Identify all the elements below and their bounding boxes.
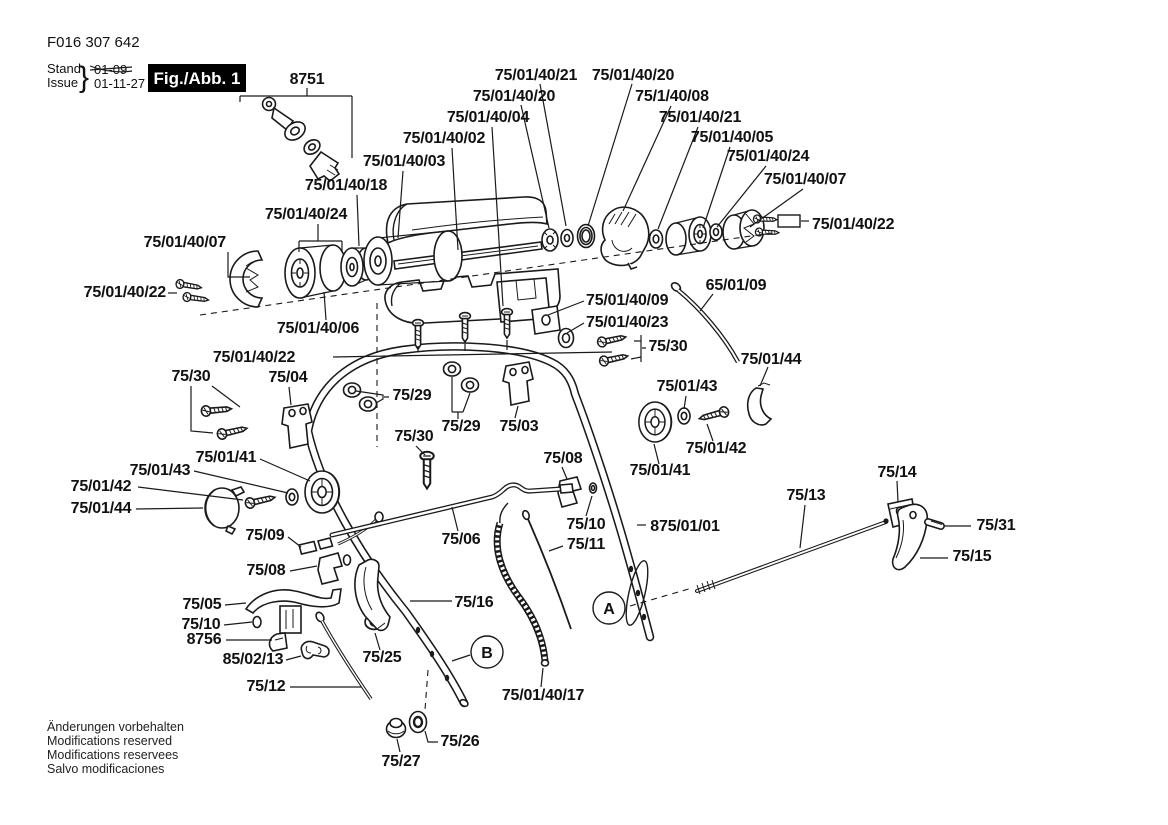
part-label: 85/02/13 <box>222 651 284 668</box>
nut-pair-left-75-29 <box>344 383 377 411</box>
part-label: 65/01/09 <box>705 277 767 294</box>
part-label: 75/01/40/23 <box>586 314 669 331</box>
figure-badge-text: Fig./Abb. 1 <box>153 69 241 88</box>
view-marker-b <box>471 636 503 668</box>
part-label: 75/01/41 <box>629 462 691 479</box>
tube-hole <box>642 614 646 620</box>
part-label: 75/29 <box>441 418 481 435</box>
roller-cover-part <box>387 197 547 243</box>
part-label: 75/01/40/07 <box>143 234 226 251</box>
screw-75-30-center <box>420 452 434 489</box>
roller-75-01-41-left <box>305 471 340 513</box>
part-label: 75/01/42 <box>685 440 747 457</box>
part-label: 75/01/44 <box>740 351 802 368</box>
washer-row-part <box>542 225 595 252</box>
part-label: 75/01/40/09 <box>586 292 669 309</box>
part-label: 75/10 <box>566 516 606 533</box>
part-label: 75/01/40/06 <box>276 320 360 337</box>
screw-pair-75-30-left <box>201 404 248 441</box>
clamp-75-03-part <box>503 362 533 405</box>
part-label: 75/11 <box>566 536 606 553</box>
part-label: 75/01/42 <box>70 478 132 495</box>
part-label: 75/01/40/18 <box>304 177 388 194</box>
footer-line: Modifications reserved <box>47 734 173 748</box>
marker-a-letter: A <box>603 601 615 618</box>
part-label: 75/25 <box>362 649 402 666</box>
marker-b-letter: B <box>481 645 493 662</box>
part-label: 75/01/40/22 <box>812 216 895 233</box>
part-label: 75/01/40/21 <box>658 109 742 126</box>
screw-pair-75-30-right <box>597 332 629 367</box>
part-label: 75/01/40/24 <box>726 148 810 165</box>
part-label: 75/30 <box>394 428 434 445</box>
part-label: 75/06 <box>441 531 481 548</box>
part-label: 75/01/43 <box>129 462 191 479</box>
view-marker-a <box>593 592 625 624</box>
key-lock-group-part <box>263 98 340 182</box>
part-label: 75/03 <box>499 418 539 435</box>
cable-bracket-block-part <box>532 306 560 334</box>
part-label: 75/01/40/17 <box>501 687 585 704</box>
part-label: 75/01/40/24 <box>264 206 348 223</box>
part-label: 8756 <box>186 631 222 648</box>
nut-75-27-part <box>387 719 406 738</box>
pin-75-31-part <box>925 519 944 529</box>
part-label: 75/01/40/02 <box>402 130 486 147</box>
end-cap-left-part <box>230 251 262 307</box>
stand-label: Stand <box>47 61 81 76</box>
part-label: 75/01/40/20 <box>472 88 556 105</box>
washer-75-01-43-right <box>678 408 690 424</box>
tube-hole <box>430 651 434 657</box>
tube-hole <box>416 627 420 633</box>
part-label: 75/30 <box>648 338 688 355</box>
washer-75-26-part <box>410 712 427 733</box>
part-label: 75/08 <box>543 450 583 467</box>
part-label: 75/01/40/22 <box>83 284 166 301</box>
part-label: 75/01/40/05 <box>690 129 774 146</box>
part-label: 75/01/40/20 <box>591 67 675 84</box>
part-label: 75/04 <box>268 369 308 386</box>
part-label: 75/13 <box>786 487 826 504</box>
footer-line: Salvo modificaciones <box>47 762 165 776</box>
clip-85-02-13-part <box>301 642 329 659</box>
part-label: 75/31 <box>976 517 1016 534</box>
part-label: 75/16 <box>454 594 494 611</box>
part-label: 75/01/43 <box>656 378 718 395</box>
washer-right-part <box>650 230 663 248</box>
part-label: 875/01/01 <box>650 518 720 535</box>
issue-date: 01-11-27 <box>94 76 146 91</box>
tube-hole <box>445 675 449 681</box>
part-label: 75/05 <box>182 596 222 613</box>
clamp-75-08-bottom-part <box>318 553 351 584</box>
part-label: 75/01/40/21 <box>494 67 578 84</box>
gear-segment-part <box>601 207 649 269</box>
document-number: F016 307 642 <box>47 34 140 51</box>
footer-line: Änderungen vorbehalten <box>47 720 184 734</box>
old-date: 01-09 <box>94 62 128 77</box>
part-label: 75/01/40/07 <box>763 171 847 188</box>
part-label: 75/01/40/03 <box>362 153 446 170</box>
part-label: 75/27 <box>381 753 421 770</box>
sheet-header <box>47 34 246 94</box>
strap-75-16-part <box>355 559 390 630</box>
tube-hole <box>636 590 640 596</box>
part-label: 75/15 <box>952 548 992 565</box>
washer-far-right-part <box>710 224 722 240</box>
coiled-cable-part <box>497 503 548 666</box>
trigger-75-15-part <box>893 504 928 569</box>
part-label: 75/30 <box>171 368 211 385</box>
blade-strip-part <box>394 242 542 269</box>
part-label: 75/08 <box>246 562 286 579</box>
part-label: 75/01/44 <box>70 500 132 517</box>
part-label: 75/01/40/22 <box>212 349 296 366</box>
issue-label: Issue <box>47 75 79 90</box>
cover-disc-left-part <box>205 487 244 534</box>
part-label: 75/1/40/08 <box>635 88 709 105</box>
part-label: 75/12 <box>246 678 286 695</box>
bushing-75-10-part <box>253 617 261 628</box>
part-label: 75/26 <box>440 733 480 750</box>
part-label: 75/09 <box>245 527 285 544</box>
washer-75-01-43-left <box>286 489 298 505</box>
roller-75-01-41-right <box>639 402 672 442</box>
bolt-75-01-42-left <box>244 492 276 509</box>
grommet-hole <box>563 334 570 343</box>
rod-75-13-part <box>697 518 889 594</box>
part-label: 75/29 <box>392 387 432 404</box>
tube-hole <box>629 566 633 572</box>
part-label: 75/14 <box>877 464 917 481</box>
part-label: 75/10 <box>181 616 221 633</box>
screw-pair-left <box>175 279 209 304</box>
roller-left-large-part <box>285 245 346 298</box>
footer-line: Modifications reservees <box>47 748 179 762</box>
part-label: 75/01/41 <box>195 449 257 466</box>
bolt-75-01-42-right <box>698 406 730 424</box>
clip-75-01-44-right <box>748 383 771 425</box>
pawl-8756-part <box>270 633 287 651</box>
tube-end-cap <box>459 698 469 707</box>
part-label: 75/01/40/04 <box>446 109 530 126</box>
nut-pair-right-75-29 <box>444 362 479 392</box>
part-label: 8751 <box>289 71 325 88</box>
sheet-footer <box>47 720 184 776</box>
brace-glyph: } <box>79 61 90 94</box>
